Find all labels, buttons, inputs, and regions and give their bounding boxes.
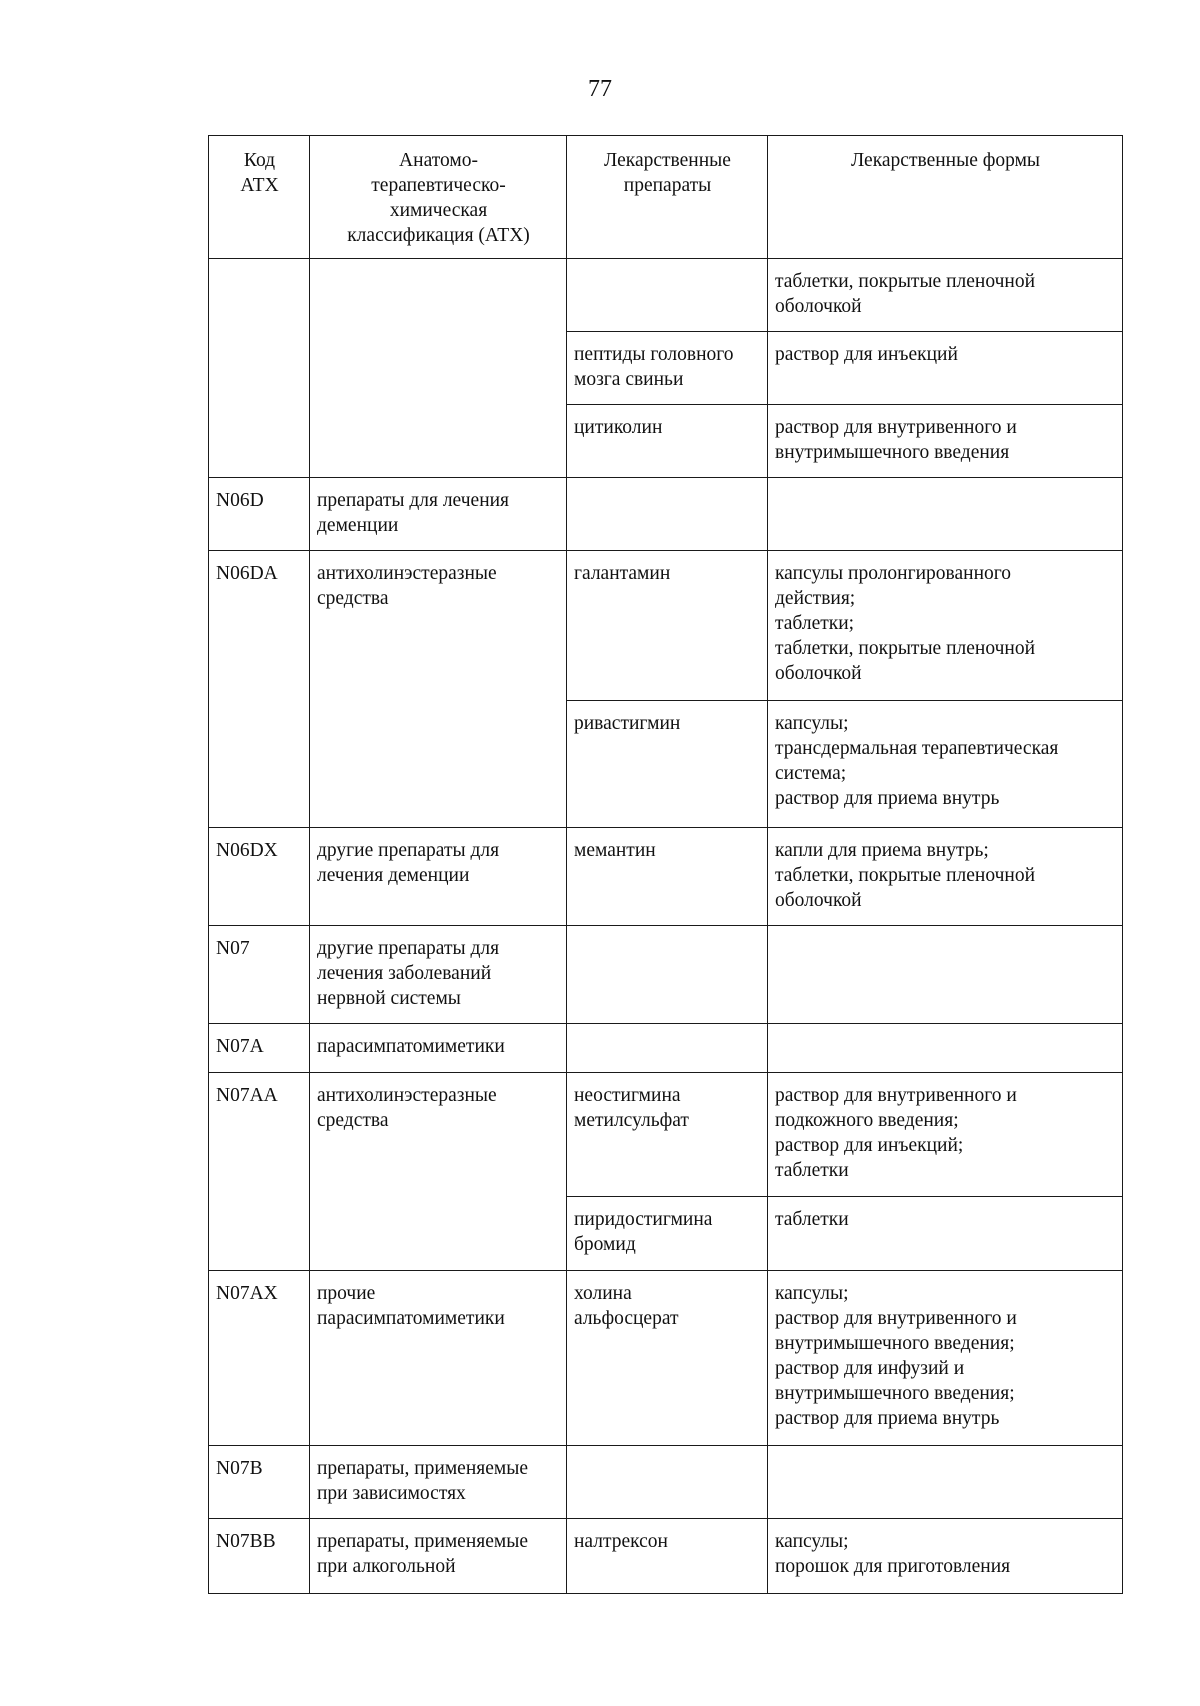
classification-cell: [310, 259, 567, 478]
drug-cell: [567, 1446, 768, 1519]
code-cell: N06D: [209, 478, 310, 551]
code-cell: N07BB: [209, 1519, 310, 1594]
drug-cell: ривастигмин: [567, 701, 768, 828]
code-cell: N07A: [209, 1024, 310, 1073]
table-row: [209, 1519, 1123, 1594]
table-row: [209, 1446, 1123, 1519]
forms-cell: раствор для внутривенного и подкожного введения; раствор для инъекций; таблетки: [768, 1073, 1123, 1197]
classification-cell: другие препараты для лечения деменции: [310, 828, 567, 926]
header-drugs: Лекарственные препараты: [567, 136, 768, 259]
table-row: [209, 1073, 1123, 1197]
code-cell: N07AX: [209, 1271, 310, 1446]
drug-cell: пептиды головного мозга свиньи: [567, 332, 768, 405]
drug-cell: [567, 1024, 768, 1073]
code-cell: N07: [209, 926, 310, 1024]
classification-cell: парасимпатомиметики: [310, 1024, 567, 1073]
table-row: [209, 828, 1123, 926]
code-cell: N07B: [209, 1446, 310, 1519]
table-row: [209, 1271, 1123, 1446]
forms-cell: [768, 926, 1123, 1024]
forms-cell: [768, 1446, 1123, 1519]
classification-cell: антихолинэстеразные средства: [310, 551, 567, 828]
drug-cell: холина альфосцерат: [567, 1271, 768, 1446]
code-cell: [209, 259, 310, 478]
drug-cell: пиридостигмина бромид: [567, 1197, 768, 1271]
header-classification: Анатомо- терапевтическо- химическая классификация (АТХ): [310, 136, 567, 259]
drug-cell: галантамин: [567, 551, 768, 701]
forms-cell: капсулы пролонгированного действия; таблетки; таблетки, покрытые пленочной оболочкой: [768, 551, 1123, 701]
code-cell: N06DA: [209, 551, 310, 828]
table-row: [209, 551, 1123, 701]
classification-cell: препараты для лечения деменции: [310, 478, 567, 551]
classification-cell: антихолинэстеразные средства: [310, 1073, 567, 1271]
table-row: [209, 259, 1123, 332]
classification-cell: препараты, применяемые при зависимостях: [310, 1446, 567, 1519]
header-forms: Лекарственные формы: [768, 136, 1123, 259]
header-code: Код АТХ: [209, 136, 310, 259]
drug-cell: неостигмина метилсульфат: [567, 1073, 768, 1197]
code-cell: N07AA: [209, 1073, 310, 1271]
drug-cell: [567, 926, 768, 1024]
forms-cell: капсулы; трансдермальная терапевтическая система; раствор для приема внутрь: [768, 701, 1123, 828]
atx-table: [208, 135, 1123, 1594]
forms-cell: раствор для внутривенного и внутримышечного введения: [768, 405, 1123, 478]
drug-cell: [567, 478, 768, 551]
forms-cell: капсулы; порошок для приготовления: [768, 1519, 1123, 1594]
drug-cell: налтрексон: [567, 1519, 768, 1594]
classification-cell: другие препараты для лечения заболеваний нервной системы: [310, 926, 567, 1024]
page-number: 77: [588, 76, 612, 102]
code-cell: N06DX: [209, 828, 310, 926]
forms-cell: капли для приема внутрь; таблетки, покрытые пленочной оболочкой: [768, 828, 1123, 926]
table-row: [209, 926, 1123, 1024]
forms-cell: таблетки, покрытые пленочной оболочкой: [768, 259, 1123, 332]
forms-cell: раствор для инъекций: [768, 332, 1123, 405]
classification-cell: препараты, применяемые при алкогольной: [310, 1519, 567, 1594]
drug-cell: мемантин: [567, 828, 768, 926]
table-header-row: [209, 136, 1123, 259]
table-row: [209, 478, 1123, 551]
drug-cell: [567, 259, 768, 332]
classification-cell: прочие парасимпатомиметики: [310, 1271, 567, 1446]
forms-cell: [768, 1024, 1123, 1073]
table-row: [209, 1024, 1123, 1073]
forms-cell: таблетки: [768, 1197, 1123, 1271]
forms-cell: [768, 478, 1123, 551]
forms-cell: капсулы; раствор для внутривенного и внутримышечного введения; раствор для инфузий и внутримышечного введения; раствор для приема внутрь: [768, 1271, 1123, 1446]
drug-cell: цитиколин: [567, 405, 768, 478]
